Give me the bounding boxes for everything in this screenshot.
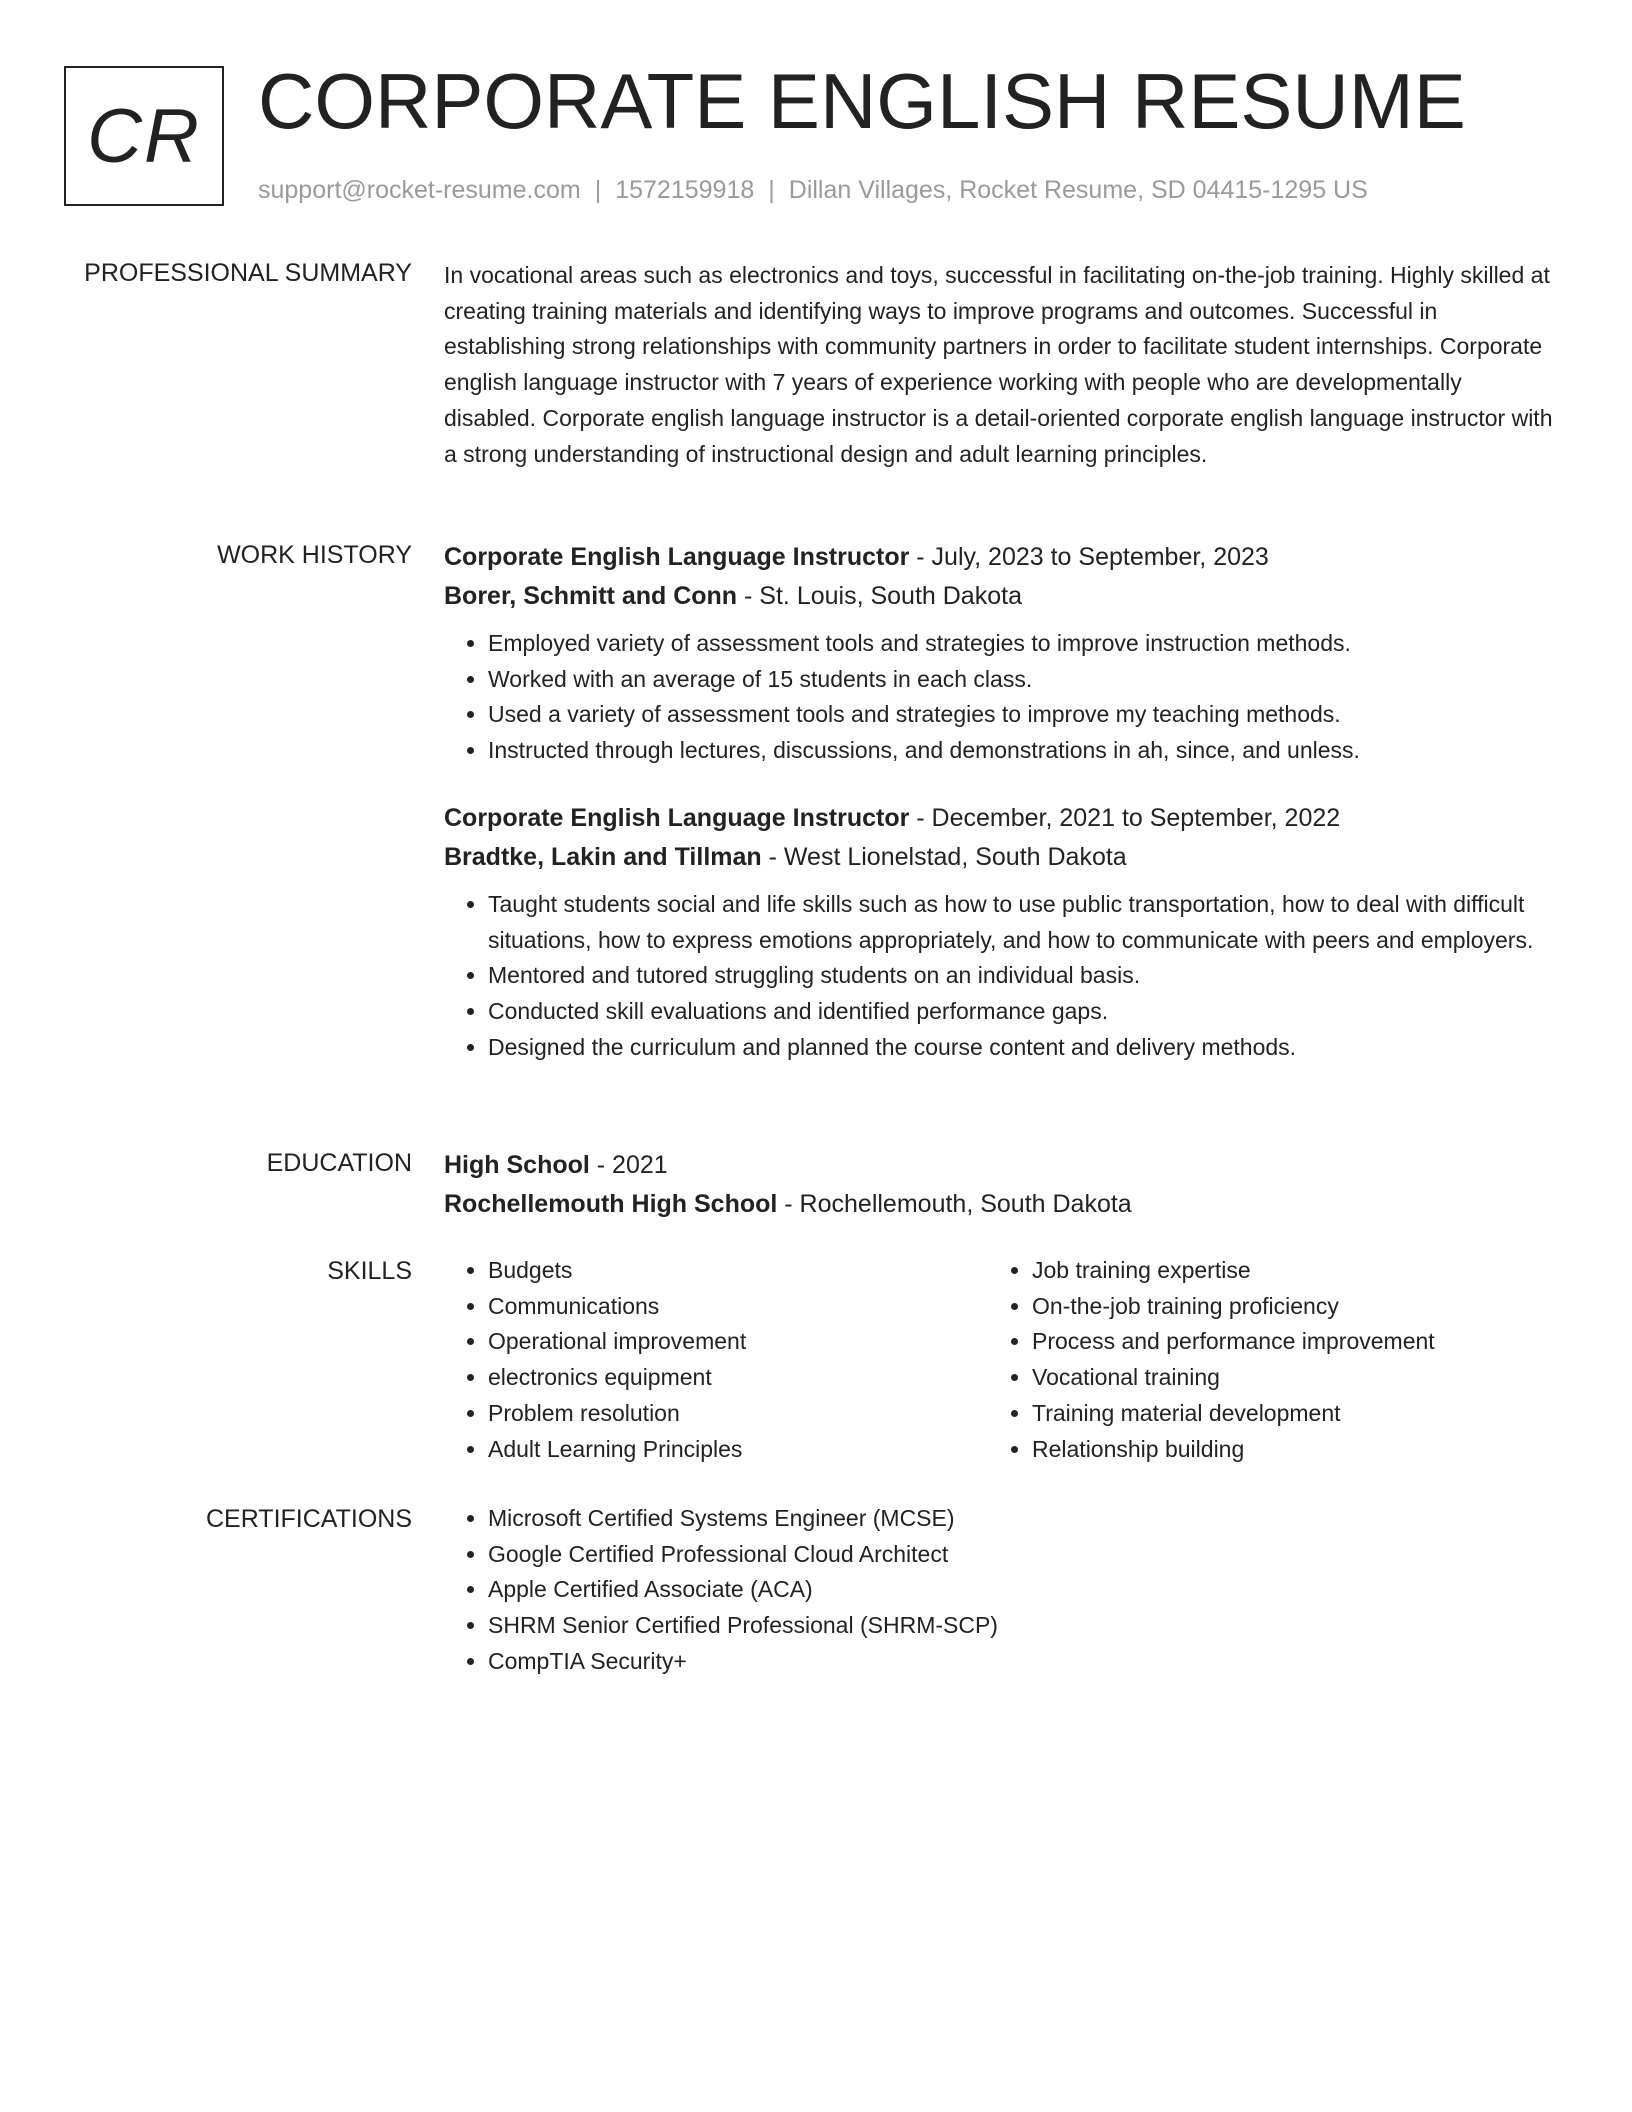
section-label-education: EDUCATION <box>266 1149 412 1177</box>
job-company-line <box>444 577 1554 616</box>
job-entry <box>444 799 1554 1066</box>
certification-item: • Microsoft Certified Systems Engineer (MCSE) <box>488 1501 1554 1537</box>
job-company-line <box>444 838 1554 877</box>
section-label-skills: SKILLS <box>327 1257 412 1285</box>
job-bullets <box>444 626 1554 769</box>
job-location: - West Lionelstad, South Dakota <box>761 842 1127 871</box>
contact-address: Dillan Villages, Rocket Resume, SD 04415-1295 US <box>788 176 1368 204</box>
job-bullet: • Taught students social and life skills such as how to use public transportation, how to deal with difficult situations, how to express emotions appropriately, and how to communicate with peers and employers. <box>488 887 1554 958</box>
education-year: - 2021 <box>589 1151 668 1179</box>
job-title-line <box>444 538 1554 577</box>
skill-item: • Process and performance improvement <box>1032 1324 1532 1360</box>
job-bullet: • Conducted skill evaluations and identified performance gaps. <box>488 994 1554 1030</box>
certifications-body <box>444 1501 1554 1680</box>
certification-item: • Apple Certified Associate (ACA) <box>488 1572 1554 1608</box>
section-label-certifications: CERTIFICATIONS <box>205 1505 412 1533</box>
work-history-body <box>444 538 1554 1065</box>
job-dates: - December, 2021 to September, 2022 <box>909 803 1341 832</box>
job-company: Bradtke, Lakin and Tillman <box>444 842 762 871</box>
job-entry <box>444 538 1554 769</box>
job-bullets <box>444 887 1554 1066</box>
contact-email: support@rocket-resume.com <box>258 176 581 204</box>
contact-line <box>258 174 1368 206</box>
skill-item: • Operational improvement <box>488 1324 988 1360</box>
job-bullet: • Designed the curriculum and planned the course content and delivery methods. <box>488 1030 1554 1066</box>
education-degree: High School <box>444 1151 590 1179</box>
skills-list-left <box>444 1253 988 1467</box>
section-label-summary: PROFESSIONAL SUMMARY <box>84 259 412 287</box>
education-degree-line <box>444 1146 1554 1185</box>
skill-item: • Training material development <box>1032 1396 1532 1432</box>
skill-item: • Problem resolution <box>488 1396 988 1432</box>
job-company: Borer, Schmitt and Conn <box>444 582 738 610</box>
education-body <box>444 1146 1554 1224</box>
education-school: Rochellemouth High School <box>444 1190 778 1218</box>
skills-list-right <box>988 1253 1532 1467</box>
skill-item: • Vocational training <box>1032 1360 1532 1396</box>
job-bullet: • Worked with an average of 15 students in each class. <box>488 662 1554 698</box>
contact-separator: | <box>768 176 775 204</box>
job-title: Corporate English Language Instructor <box>444 803 910 832</box>
skill-item: • electronics equipment <box>488 1360 988 1396</box>
job-bullet: • Used a variety of assessment tools and strategies to improve my teaching methods. <box>488 697 1554 733</box>
summary-body <box>444 258 1554 472</box>
education-location: - Rochellemouth, South Dakota <box>777 1190 1132 1218</box>
summary-text: In vocational areas such as electronics and toys, successful in facilitating on-the-job training. Highly skilled at creating training materials and identifying ways to improve programs and outcomes. Successful in establishing strong relationships with community partners in order to facilitate student internships. Corporate english language instructor with 7 years of experience working with people who are developmentally disabled. Corporate english language instructor is a detail-oriented corporate english language instructor with a strong understanding of instructional design and adult learning principles. <box>444 262 1553 467</box>
job-bullet: • Employed variety of assessment tools and strategies to improve instruction methods. <box>488 626 1554 662</box>
skills-body <box>444 1253 1554 1467</box>
skill-item: • Adult Learning Principles <box>488 1432 988 1468</box>
skills-columns <box>444 1253 1554 1467</box>
skill-item: • Communications <box>488 1289 988 1325</box>
job-bullet: • Instructed through lectures, discussions, and demonstrations in ah, since, and unless. <box>488 733 1554 769</box>
education-school-line <box>444 1185 1554 1224</box>
contact-separator: | <box>594 176 602 204</box>
job-bullet: • Mentored and tutored struggling students on an individual basis. <box>488 958 1554 994</box>
job-location: - St. Louis, South Dakota <box>737 582 1022 610</box>
job-title: Corporate English Language Instructor <box>444 543 910 571</box>
resume-title: CORPORATE ENGLISH RESUME <box>258 57 1466 145</box>
contact-phone: 1572159918 <box>615 176 755 204</box>
certification-item: • SHRM Senior Certified Professional (SHRM-SCP) <box>488 1608 1554 1644</box>
skill-item: • Relationship building <box>1032 1432 1532 1468</box>
certification-item: • CompTIA Security+ <box>488 1644 1554 1680</box>
skill-item: • On-the-job training proficiency <box>1032 1289 1532 1325</box>
certifications-list <box>444 1501 1554 1680</box>
skill-item: • Budgets <box>488 1253 988 1289</box>
job-dates: - July, 2023 to September, 2023 <box>909 543 1269 571</box>
certification-item: • Google Certified Professional Cloud Architect <box>488 1537 1554 1573</box>
section-label-work-history: WORK HISTORY <box>217 541 412 569</box>
job-title-line <box>444 799 1554 838</box>
skill-item: • Job training expertise <box>1032 1253 1532 1289</box>
monogram-logo: CR <box>64 66 224 206</box>
